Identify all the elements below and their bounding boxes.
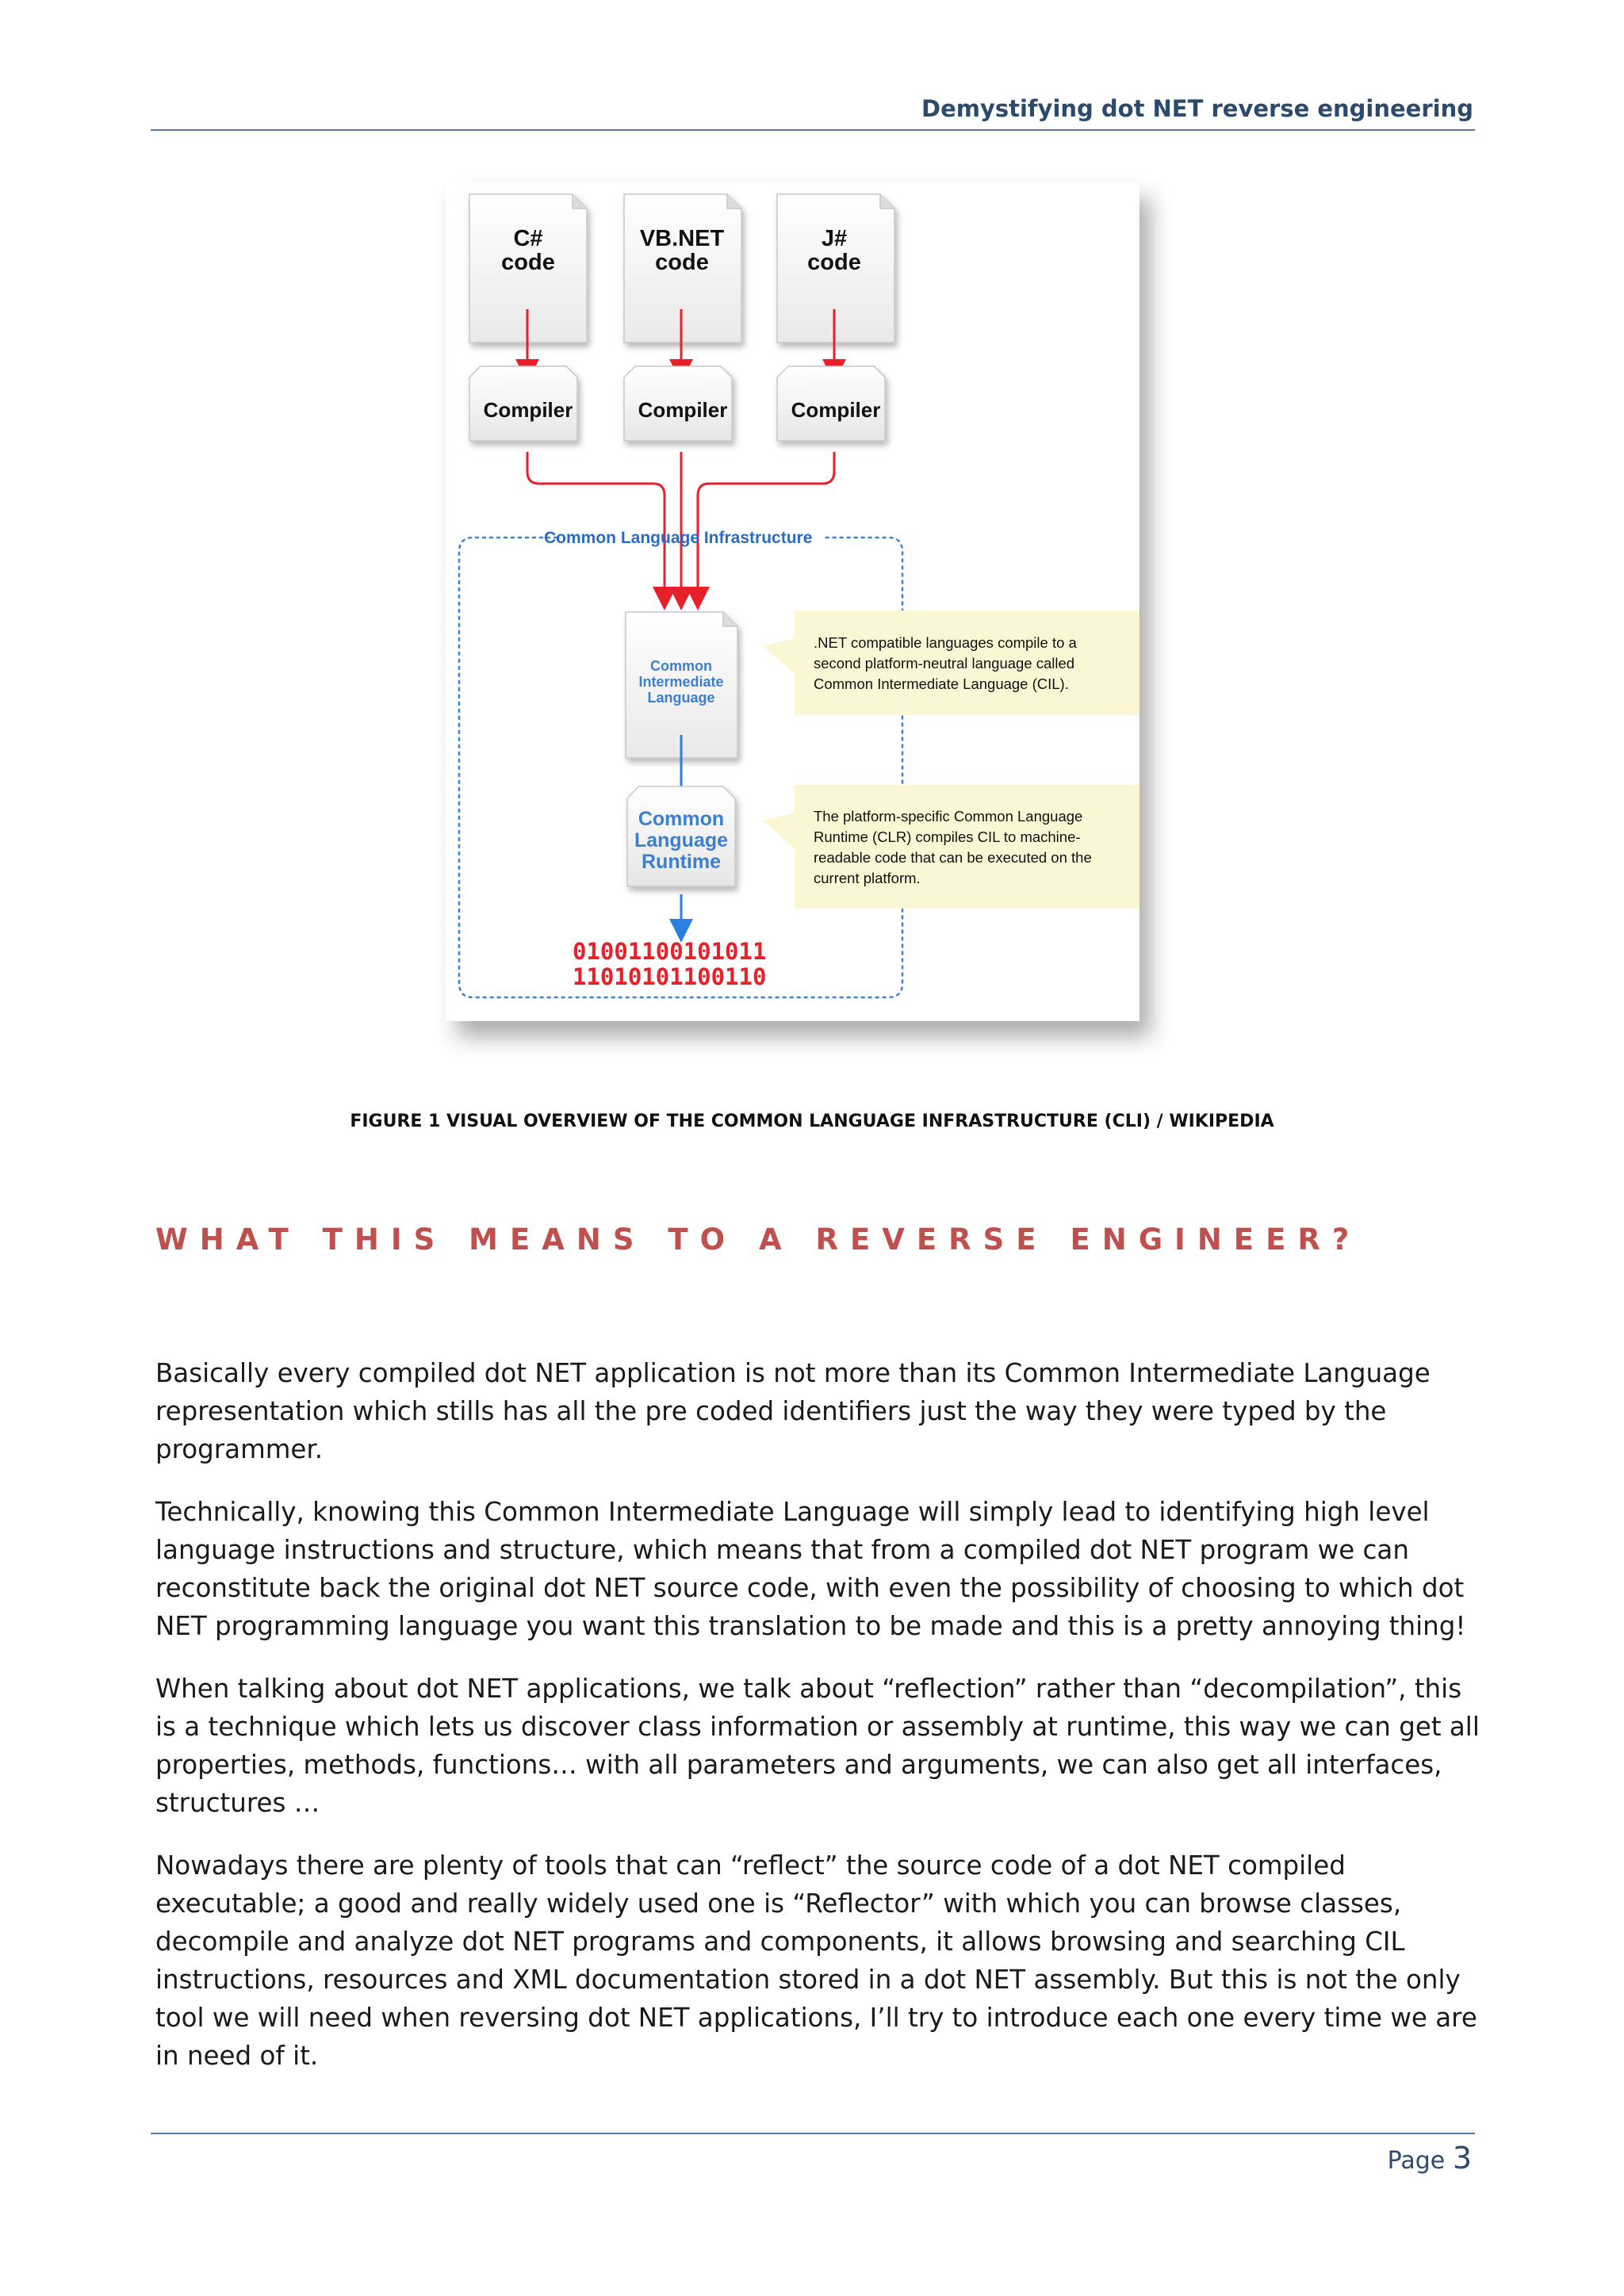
- source-doc-vbnet: [624, 194, 741, 342]
- source-doc-jsharp: [777, 194, 894, 342]
- header-divider: [151, 129, 1475, 131]
- clr-line-3: Runtime: [642, 851, 721, 873]
- compiler-label-jsharp: Compiler: [791, 398, 881, 422]
- merge-line-left: [527, 452, 665, 599]
- note-cil-line-1: .NET compatible languages compile to a: [814, 634, 1077, 651]
- compiler-box-csharp: [469, 366, 577, 441]
- source-lang-csharp: C#: [513, 226, 543, 251]
- compiler-box-jsharp: [777, 366, 885, 441]
- note-clr: [763, 785, 1139, 909]
- body-text: [155, 1354, 1488, 2099]
- running-header-title: Demystifying dot NET reverse engineering: [921, 95, 1473, 122]
- note-cil-line-3: Common Intermediate Language (CIL).: [814, 675, 1069, 692]
- note-clr-line-3: readable code that can be executed on the: [814, 849, 1092, 866]
- compiler-box-vbnet: [624, 366, 732, 441]
- source-lang-jsharp: J#: [821, 226, 848, 251]
- page-label: Page: [1387, 2147, 1446, 2175]
- note-clr-line-2: Runtime (CLR) compiles CIL to machine-: [814, 828, 1081, 845]
- note-clr-line-1: The platform-specific Common Language: [814, 808, 1083, 825]
- source-word-csharp: code: [501, 250, 555, 275]
- cil-line-1: Common: [650, 658, 712, 674]
- binary-line-2: 11010101100110: [573, 963, 767, 990]
- binary-line-1: 01001100101011: [573, 938, 767, 965]
- section-heading: WHAT THIS MEANS TO A REVERSE ENGINEER?: [155, 1223, 1362, 1257]
- note-cil-line-2: second platform-neutral language called: [814, 655, 1075, 672]
- paragraph-4: Nowadays there are plenty of tools that can “reflect” the source code of a dot NET compiled executable; a good and really widely used one is “Reflector” with which you can browse classes, decompile and analyze dot NET programs and components, it allows browsing and searching CIL instructions, resources and XML documentation stored in a dot NET assembly. But this is not the only tool we will need when reversing dot NET applications, I’ll try to introduce each one every time we are in need of it.: [155, 1850, 1477, 2071]
- figure-caption: FIGURE 1 VISUAL OVERVIEW OF THE COMMON LANGUAGE INFRASTRUCTURE (CLI) / WIKIPEDIA: [350, 1112, 1274, 1131]
- compiler-label-vbnet: Compiler: [638, 398, 728, 422]
- clr-line-2: Language: [634, 829, 729, 851]
- cil-line-3: Language: [647, 690, 715, 706]
- paragraph-2: Technically, knowing this Common Intermediate Language will simply lead to identifying high level language instructions and structure, which means that from a compiled dot NET program we can reconstitute back the original dot NET source code, with even the possibility of choosing to which dot NET programming language you want this translation to be made and this is a pretty annoying thing!: [155, 1497, 1466, 1641]
- footer-divider: [151, 2133, 1475, 2134]
- paragraph-3: When talking about dot NET applications, we talk about “reflection” rather than “decompilation”, this is a technique which lets us discover class information or assembly at runtime, this way we can get all properties, methods, functions… with all parameters and arguments, we can also get all interfaces, structures …: [155, 1674, 1480, 1818]
- cli-label: Common Language Infrastructure: [544, 529, 813, 547]
- source-word-vbnet: code: [655, 250, 709, 275]
- paragraph-1: Basically every compiled dot NET application is not more than its Common Intermediate Language representation which stills has all the pre coded identifiers just the way they were typed by the programmer.: [155, 1358, 1431, 1464]
- compiler-label-csharp: Compiler: [483, 398, 573, 422]
- source-word-jsharp: code: [807, 250, 861, 275]
- note-clr-line-4: current platform.: [814, 870, 921, 886]
- clr-line-1: Common: [638, 808, 725, 830]
- page-number: [1388, 2141, 1472, 2175]
- cil-line-2: Intermediate: [638, 674, 724, 690]
- source-lang-vbnet: VB.NET: [639, 226, 725, 251]
- cli-diagram-svg: [446, 182, 1139, 1021]
- note-cil: [763, 610, 1139, 715]
- page-number-value: 3: [1452, 2141, 1472, 2175]
- clr-box: [627, 786, 735, 886]
- merge-line-right: [698, 452, 834, 599]
- cli-overview-figure: [446, 182, 1139, 1021]
